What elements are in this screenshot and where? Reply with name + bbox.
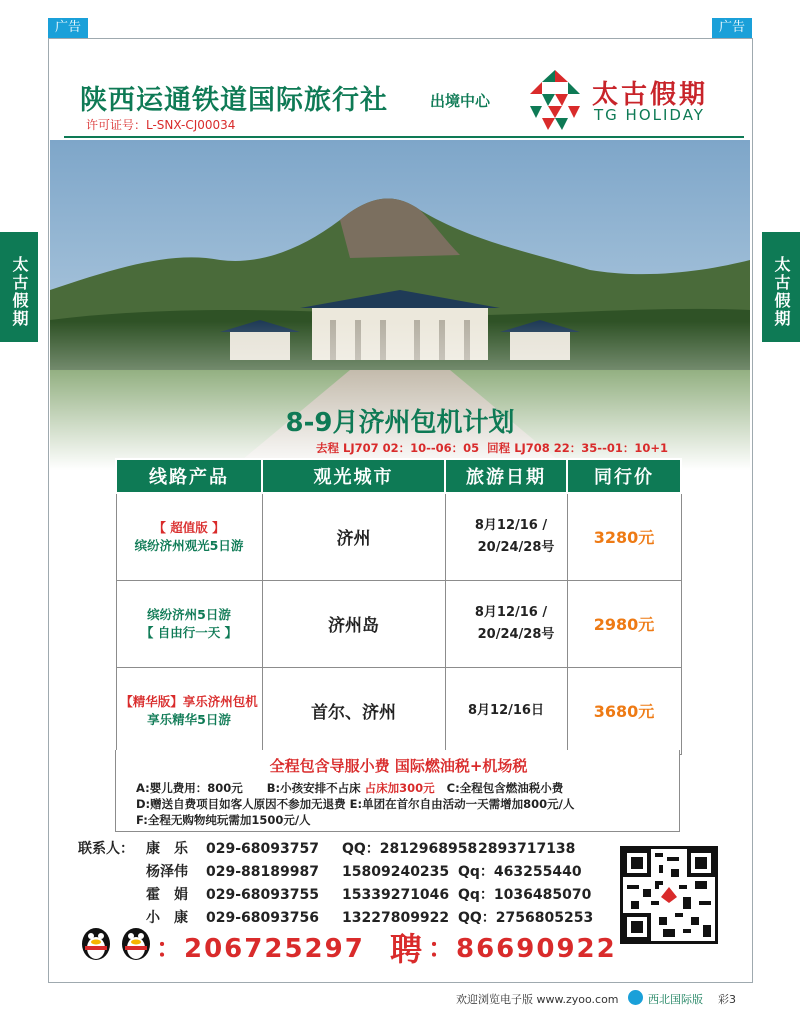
date-cell: 8月12/16 / 20/24/28号 [445, 493, 567, 580]
qq-group-number: ：206725297 [156, 934, 365, 964]
city-cell: 济州岛 [262, 580, 445, 667]
hire-number: ：86690922 [428, 934, 617, 964]
ad-tag-left: 广告 [48, 18, 88, 38]
notes-box [115, 750, 680, 832]
included-banner: 全程包含导服小费 国际燃油税+机场税 [269, 757, 528, 775]
contact-row: 杨泽伟 029-88189987 15809240235 Qq：463255440 [146, 864, 582, 880]
note-line-1: A:婴儿费用：800元 B:小孩安排不占床 占床加300元 C:全程包含燃油税小费 [136, 781, 564, 795]
contact-label: 联系人： [78, 841, 134, 857]
city-cell: 济州 [262, 493, 445, 580]
contact-row: 霍 娟 029-68093755 15339271046 Qq：1036485070 [146, 887, 592, 903]
city-cell: 首尔、济州 [262, 667, 445, 754]
ad-tag-right: 广告 [712, 18, 752, 38]
note-line-2: D:赠送自费项目如客人原因不参加无退费 E:单团在首尔自由活动一天需增加800元/人 [136, 797, 575, 811]
header-price: 同行价 [567, 459, 681, 493]
page-number: 彩3 [718, 993, 736, 1006]
qq-penguin-icon [78, 922, 156, 962]
header-divider [64, 136, 744, 138]
table-row [116, 493, 681, 580]
date-cell: 8月12/16日 [445, 667, 567, 754]
table-row [116, 667, 681, 754]
price-cell: 3680元 [567, 667, 681, 754]
route-cell: 缤纷济州5日游 【 自由行一天 】 [116, 580, 262, 667]
header [50, 60, 750, 138]
zyoo-logo-icon [628, 990, 643, 1005]
tour-table [115, 458, 682, 755]
footer-text: 欢迎浏览电子版 www.zyoo.com [456, 993, 619, 1006]
note-line-3: F:全程无购物纯玩需加1500元/人 [136, 813, 311, 827]
contact-row: 小 康 029-68093756 13227809922 QQ：2756805253 [146, 910, 594, 926]
notes-list [136, 780, 574, 828]
agency-dept: 出境中心 [430, 92, 491, 110]
price-cell: 2980元 [567, 580, 681, 667]
footer-badge: 西北国际版 [648, 993, 703, 1006]
brand-cn: 太古假期 [592, 80, 709, 110]
agency-name: 陕西运通铁道国际旅行社 [80, 85, 388, 116]
date-cell: 8月12/16 / 20/24/28号 [445, 580, 567, 667]
route-cell: 【精华版】享乐济州包机 享乐精华5日游 [116, 667, 262, 754]
qr-code[interactable] [620, 846, 718, 944]
side-tab-right: 太古假期 [762, 232, 800, 342]
plan-title: 8-9月济州包机计划 [285, 408, 515, 438]
route-cell: 【 超值版 】 缤纷济州观光5日游 [116, 493, 262, 580]
contact-row: 康 乐 029-68093757 QQ：2812968958 2893717138 [146, 841, 576, 857]
tg-logo-icon [528, 68, 582, 134]
price-cell: 3280元 [567, 493, 681, 580]
header-route: 线路产品 [116, 459, 262, 493]
hire-label: 聘 [390, 930, 423, 968]
header-city: 观光城市 [262, 459, 445, 493]
table-header-row [116, 459, 681, 493]
brand-en: TG HOLIDAY [594, 106, 705, 124]
contact-list [146, 838, 593, 930]
side-tab-left: 太古假期 [0, 232, 38, 342]
flight-schedule: 去程 LJ707 02：10--06：05 回程 LJ708 22：35--01：10+1 [316, 441, 669, 455]
license-number: 许可证号：L-SNX-CJ00034 [86, 118, 236, 132]
header-date: 旅游日期 [445, 459, 567, 493]
table-row [116, 580, 681, 667]
